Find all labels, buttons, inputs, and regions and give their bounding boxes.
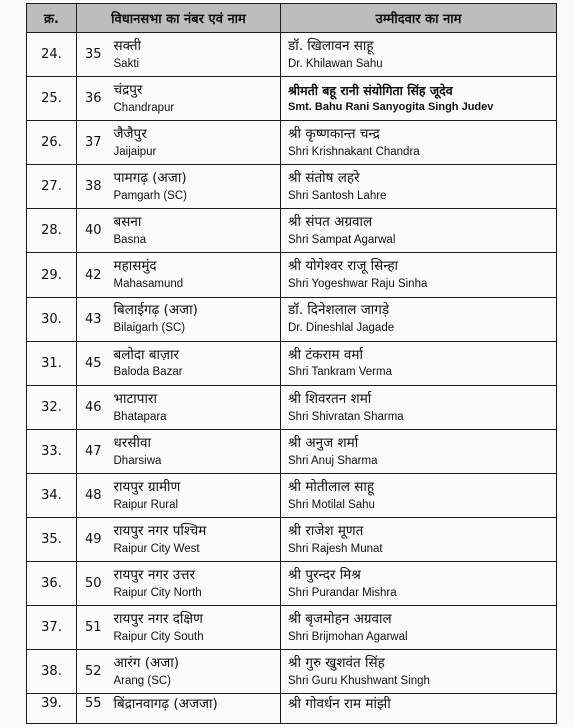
header-constituency: विधानसभा का नंबर एवं नाम [77, 4, 281, 33]
candidate-name-cell [281, 341, 557, 385]
constituency-name-english: Arang (SC) [113, 675, 172, 688]
constituency-name-english: Raipur City North [113, 586, 202, 599]
constituency-number: 50 [77, 562, 110, 606]
candidate-name-hindi: डॉ. खिलावन साहू [288, 37, 374, 54]
header-serial: क्र. [27, 4, 77, 33]
candidate-name-cell [281, 694, 557, 724]
candidate-name-hindi: श्री बृजमोहन अग्रवाल [288, 611, 392, 628]
constituency-name-hindi: बिंद्रानवागढ़ (अजजा) [113, 696, 218, 713]
constituency-name-english: Sakti [113, 57, 140, 70]
candidate-name-cell [281, 165, 557, 209]
serial-number: 25. [27, 77, 77, 121]
constituency-name-hindi: रायपुर नगर उत्तर [113, 567, 195, 584]
constituency-number: 51 [77, 606, 110, 650]
table-row [27, 694, 557, 724]
serial-number: 36. [27, 562, 77, 606]
candidate-name-cell [281, 209, 557, 253]
candidate-name-hindi: श्री गोवर्धन राम मांझी [288, 696, 391, 713]
constituency-name-english: Jaijaipur [113, 145, 157, 158]
candidate-name-cell [281, 297, 557, 341]
candidate-name-english: Shri Yogeshwar Raju Sinha [288, 278, 428, 291]
constituency-name-cell [110, 341, 281, 385]
table-row [27, 121, 557, 165]
constituency-number: 40 [77, 209, 110, 253]
header-candidate: उम्मीदवार का नाम [281, 4, 557, 33]
candidate-name-hindi: श्री संपत अग्रवाल [288, 214, 373, 231]
serial-number: 39. [27, 694, 77, 724]
table-row [27, 77, 557, 121]
candidate-name-hindi: श्री अनुज शर्मा [288, 434, 359, 451]
constituency-number: 38 [77, 165, 110, 209]
constituency-name-english: Bilaigarh (SC) [113, 322, 186, 335]
candidate-name-hindi: श्री कृष्णकान्त चन्द्र [288, 126, 380, 143]
constituency-number: 46 [77, 385, 110, 429]
candidate-name-hindi: श्री शिवरतन शर्मा [288, 390, 372, 407]
serial-number: 27. [27, 165, 77, 209]
constituency-name-english: Mahasamund [113, 278, 184, 291]
constituency-number: 55 [77, 694, 110, 724]
constituency-number: 45 [77, 341, 110, 385]
constituency-number: 47 [77, 429, 110, 473]
candidate-name-hindi: श्री योगेश्वर राजू सिन्हा [288, 258, 398, 275]
constituency-name-cell [110, 650, 281, 694]
table-row [27, 297, 557, 341]
table-row [27, 473, 557, 517]
table-row [27, 650, 557, 694]
constituency-name-english: Chandrapur [113, 101, 175, 114]
constituency-name-english: Raipur City South [113, 631, 204, 644]
constituency-name-cell [110, 606, 281, 650]
serial-number: 37. [27, 606, 77, 650]
candidate-name-english: Shri Rajesh Munat [288, 542, 383, 555]
candidate-name-english: Shri Santosh Lahre [288, 190, 387, 203]
constituency-name-hindi: भाटापारा [113, 390, 157, 407]
constituency-name-cell [110, 429, 281, 473]
candidate-name-hindi: श्री टंकराम वर्मा [288, 346, 363, 363]
constituency-name-cell [110, 209, 281, 253]
candidate-name-hindi: डॉ. दिनेशलाल जागड़े [288, 302, 390, 319]
constituency-number: 52 [77, 650, 110, 694]
constituency-name-hindi: महासमुंद [113, 258, 157, 275]
constituency-name-hindi: चंद्रपुर [113, 82, 143, 99]
candidate-name-cell [281, 253, 557, 297]
candidate-name-cell [281, 562, 557, 606]
candidate-name-english: Dr. Dineshlal Jagade [288, 322, 395, 335]
candidate-name-cell [281, 121, 557, 165]
constituency-number: 35 [77, 33, 110, 77]
constituency-number: 48 [77, 473, 110, 517]
constituency-name-hindi: आरंग (अजा) [113, 655, 180, 672]
constituency-name-cell [110, 165, 281, 209]
table-row [27, 385, 557, 429]
constituency-name-cell [110, 297, 281, 341]
candidate-name-english: Shri Brijmohan Agarwal [288, 631, 408, 644]
constituency-name-hindi: रायपुर नगर पश्चिम [113, 522, 207, 539]
constituency-name-english: Raipur City West [113, 542, 200, 555]
candidate-name-english: Dr. Khilawan Sahu [288, 57, 383, 70]
constituency-name-english: Dharsiwa [113, 454, 162, 467]
constituency-name-cell [110, 77, 281, 121]
candidate-name-english: Shri Krishnakant Chandra [288, 145, 420, 158]
table-body [27, 33, 557, 724]
candidate-table [26, 3, 557, 724]
constituency-name-hindi: जैजैपुर [113, 126, 147, 143]
constituency-name-english: Pamgarh (SC) [113, 190, 187, 203]
candidate-name-english: Shri Anuj Sharma [288, 454, 378, 467]
table-row [27, 518, 557, 562]
candidate-name-english: Shri Sampat Agarwal [288, 234, 396, 247]
candidate-name-cell [281, 518, 557, 562]
candidate-name-cell [281, 429, 557, 473]
constituency-name-english: Bhatapara [113, 410, 167, 423]
serial-number: 26. [27, 121, 77, 165]
constituency-number: 37 [77, 121, 110, 165]
serial-number: 28. [27, 209, 77, 253]
candidate-name-cell [281, 650, 557, 694]
candidate-name-english: Shri Tankram Verma [288, 366, 392, 379]
constituency-name-english: Baloda Bazar [113, 366, 183, 379]
candidate-name-english: Shri Motilal Sahu [288, 498, 375, 511]
candidate-name-hindi: श्री मोतीलाल साहू [288, 478, 374, 495]
serial-number: 35. [27, 518, 77, 562]
constituency-number: 49 [77, 518, 110, 562]
serial-number: 31. [27, 341, 77, 385]
table-header-row [27, 4, 557, 33]
serial-number: 29. [27, 253, 77, 297]
table-row [27, 33, 557, 77]
candidate-name-cell [281, 473, 557, 517]
table-row [27, 562, 557, 606]
serial-number: 34. [27, 473, 77, 517]
candidate-name-cell [281, 77, 557, 121]
constituency-name-english: Basna [113, 234, 147, 247]
serial-number: 24. [27, 33, 77, 77]
table-row [27, 429, 557, 473]
serial-number: 38. [27, 650, 77, 694]
constituency-number: 36 [77, 77, 110, 121]
constituency-name-hindi: धरसीवा [113, 434, 151, 451]
constituency-name-hindi: रायपुर नगर दक्षिण [113, 611, 203, 628]
candidate-name-english: Shri Shivratan Sharma [288, 410, 404, 423]
table-row [27, 253, 557, 297]
constituency-number: 42 [77, 253, 110, 297]
candidate-name-hindi: श्रीमती बहू रानी संयोगिता सिंह जूदेव [288, 82, 453, 98]
table-row [27, 341, 557, 385]
candidate-name-english: Smt. Bahu Rani Sanyogita Singh Judev [288, 100, 494, 113]
candidate-name-cell [281, 385, 557, 429]
constituency-name-hindi: बसना [113, 214, 142, 231]
candidate-name-cell [281, 33, 557, 77]
constituency-name-hindi: पामगढ़ (अजा) [113, 170, 187, 187]
table-row [27, 165, 557, 209]
constituency-number: 43 [77, 297, 110, 341]
table-row [27, 606, 557, 650]
constituency-name-cell [110, 121, 281, 165]
constituency-name-cell [110, 518, 281, 562]
constituency-name-cell [110, 385, 281, 429]
constituency-name-cell [110, 562, 281, 606]
serial-number: 32. [27, 385, 77, 429]
table-row [27, 209, 557, 253]
candidate-name-hindi: श्री संतोष लहरे [288, 170, 360, 187]
constituency-name-hindi: सक्ती [113, 37, 142, 54]
constituency-name-english: Raipur Rural [113, 498, 179, 511]
candidate-name-hindi: श्री गुरु खुशवंत सिंह [288, 655, 385, 672]
candidate-name-hindi: श्री राजेश मूणत [288, 522, 364, 539]
constituency-name-hindi: बलोदा बाज़ार [113, 346, 180, 363]
serial-number: 33. [27, 429, 77, 473]
constituency-name-hindi: रायपुर ग्रामीण [113, 478, 181, 495]
serial-number: 30. [27, 297, 77, 341]
constituency-name-cell [110, 253, 281, 297]
candidate-name-cell [281, 606, 557, 650]
constituency-name-hindi: बिलाईगढ़ (अजा) [113, 302, 198, 319]
candidate-name-english: Shri Purandar Mishra [288, 586, 397, 599]
candidate-name-hindi: श्री पुरन्दर मिश्र [288, 567, 361, 584]
constituency-name-cell [110, 33, 281, 77]
constituency-name-cell [110, 473, 281, 517]
constituency-name-cell [110, 694, 281, 724]
candidate-name-english: Shri Guru Khushwant Singh [288, 675, 430, 688]
